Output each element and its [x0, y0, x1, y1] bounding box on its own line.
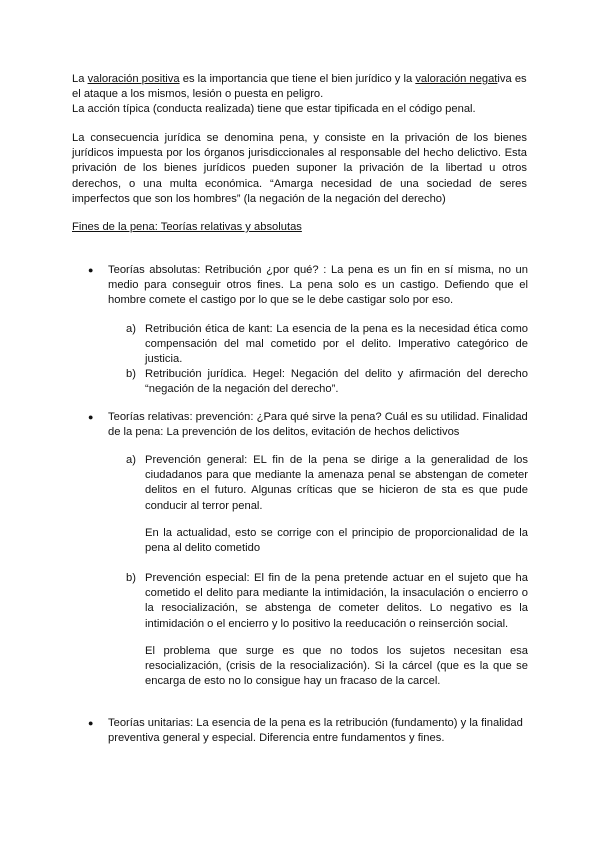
relativas-a-text-2: En la actualidad, esto se corrige con el principio de proporcionalidad de la pena al delito cometido	[145, 527, 528, 555]
valoracion-positiva-term: valoración positiva	[87, 73, 180, 85]
list-marker-b: b)	[126, 368, 136, 380]
intro-text-a: La	[72, 73, 88, 85]
list-marker-a: a)	[126, 323, 136, 335]
bullet-icon: ●	[88, 718, 94, 728]
bullet-icon: ●	[88, 265, 94, 275]
valoracion-negativa-term: valoración negat	[415, 73, 498, 85]
intro-text-c: iva es el ataque a los mismos, lesión o puesta en peligro.	[72, 73, 527, 101]
relativas-b-text-2: El problema que surge es que no todos los sujetos necesitan esa resocialización, (crisis de la resocialización). Si la cárcel (que es la que se encarga de esto no lo consigue hay un fracaso de la carcel.	[145, 645, 528, 688]
intro-line-2: La acción típica (conducta realizada) tiene que estar tipificada en el código penal.	[72, 103, 476, 116]
consecuencia-paragraph: La consecuencia jurídica se denomina pena, y consiste en la privación de los bienes jurídicos impuesta por los órganos jurisdiccionales al responsable del hecho delictivo. Esta privación de los bienes jurídicos pueden suponer la privación de la libertad u otros derechos, o una multa económica. “Amarga necesidad de una sociedad de seres imperfectos que son los hombres” (la negación de la negación del derecho)	[72, 132, 527, 205]
intro-paragraph	[72, 72, 527, 118]
relativas-text: Teorías relativas: prevención: ¿Para qué sirve la pena? Cuál es su utilidad. Finalidad de la pena: La prevención de los delitos, evitación de hechos delictivos	[108, 411, 528, 439]
absolutas-a-text: Retribución ética de kant: La esencia de la pena es la necesidad ética como compensación del mal cometido por el delito. Imperativo categórico de justicia.	[145, 323, 528, 366]
absolutas-b-text: Retribución jurídica. Hegel: Negación del delito y afirmación del derecho “negación de la negación del derecho”.	[145, 368, 528, 396]
list-marker-a: a)	[126, 454, 136, 466]
section-heading: Fines de la pena: Teorías relativas y absolutas	[72, 221, 302, 233]
bullet-icon: ●	[88, 412, 94, 422]
list-marker-b: b)	[126, 572, 136, 584]
unitarias-text: Teorías unitarias: La esencia de la pena es la retribución (fundamento) y la finalidad preventiva general y especial. Diferencia entre fundamentos y fines.	[108, 717, 523, 745]
absolutas-text: Teorías absolutas: Retribución ¿por qué? : La pena es un fin en sí misma, no un medio para conseguir otros fines. La pena solo es un castigo. Defiendo que el hombre comete el castigo por lo que se le debe castigar solo por eso.	[108, 264, 528, 307]
relativas-a-text: Prevención general: EL fin de la pena se dirige a la generalidad de los ciudadanos para que mediante la amenaza penal se abstengan de cometer delitos en el futuro. Algunas críticas que se hicieron de sta es que pude conducir al terror penal.	[145, 454, 528, 512]
intro-text-b: es la importancia que tiene el bien jurídico y la	[179, 73, 416, 85]
relativas-b-text: Prevención especial: El fin de la pena pretende actuar en el sujeto que ha cometido el delito para mediante la intimidación, la insaculación o encierro o la resocialización, se abstenga de cometer delitos. Lo negativo es la intimidación o el encierro y lo positivo la reeducación o reinserción social.	[145, 572, 528, 630]
